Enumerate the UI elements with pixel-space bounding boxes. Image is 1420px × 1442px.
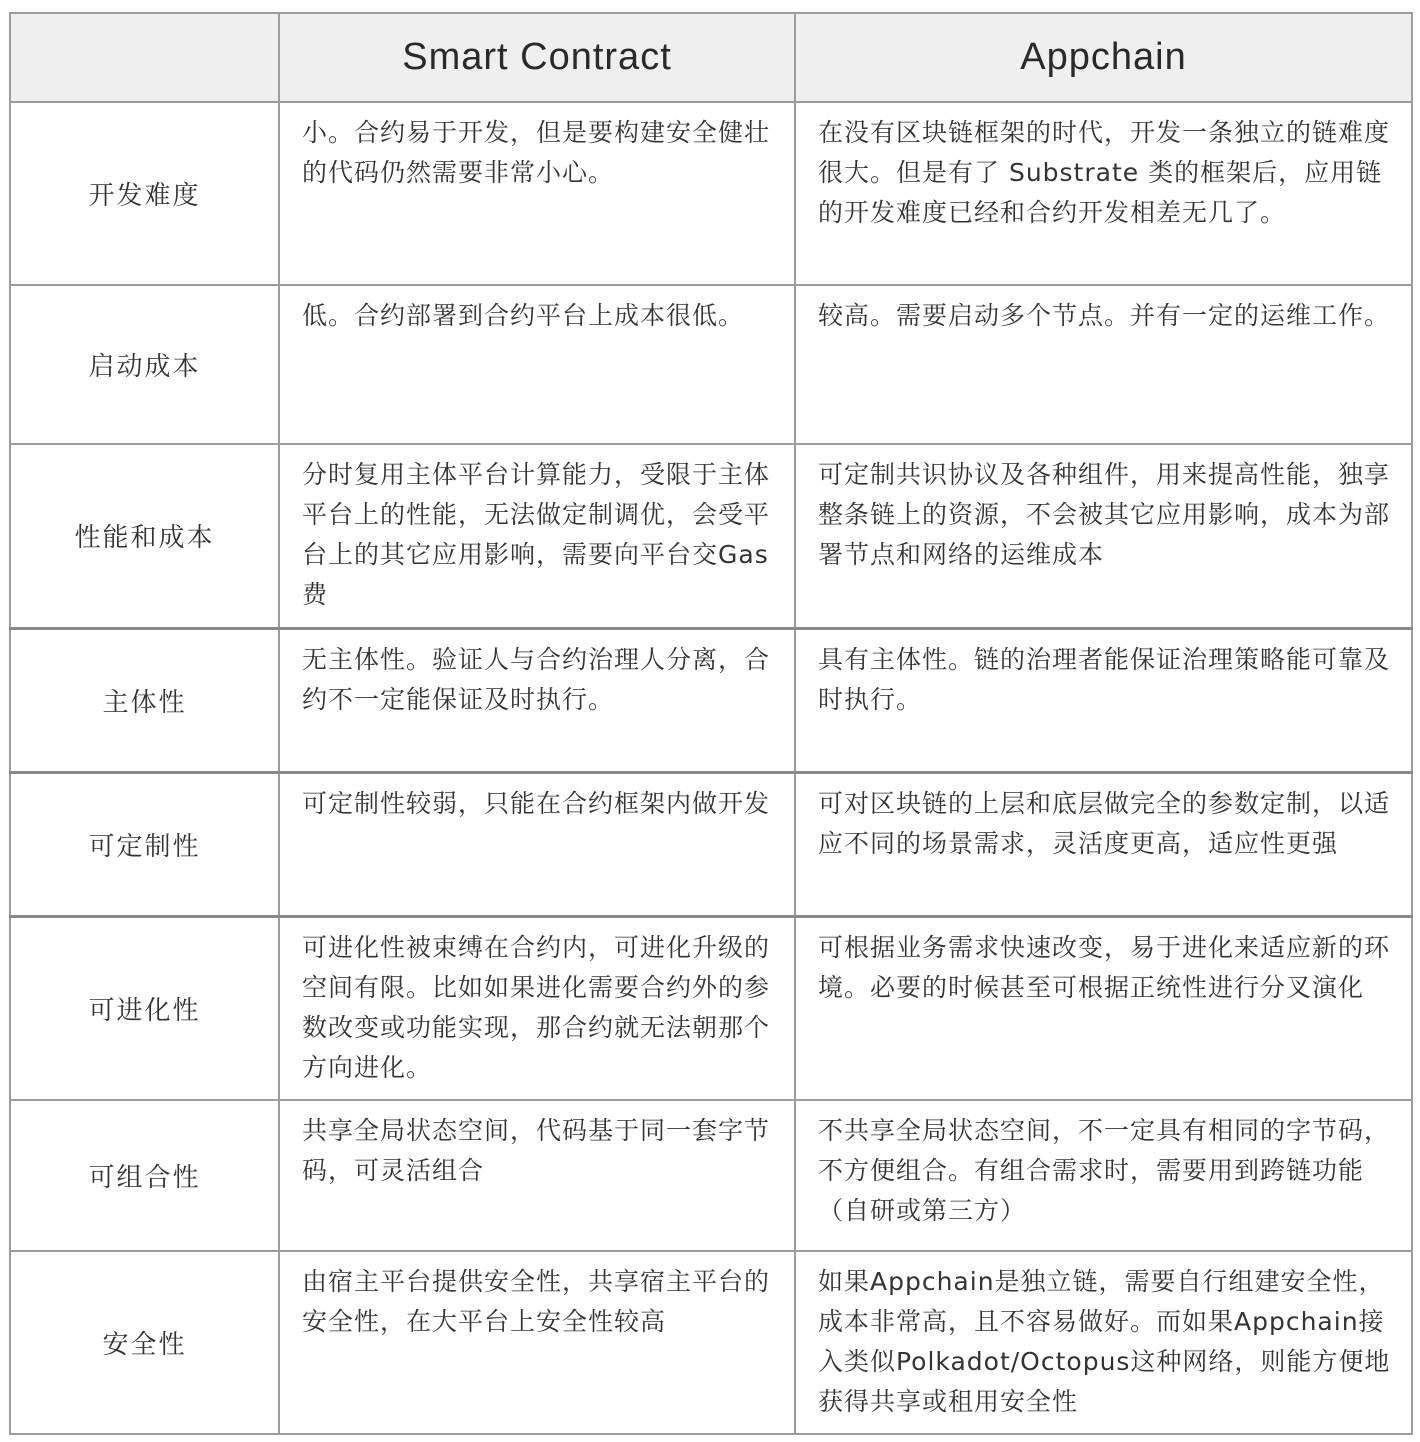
appchain-cell: 如果Appchain是独立链，需要自行组建安全性，成本非常高，且不容易做好。而如果Appchain接入类似Polkadot/Octopus这种网络，则能方便地获得共享或租用安全性 <box>795 1251 1412 1434</box>
table-row <box>10 628 1412 772</box>
row-label: 性能和成本 <box>10 444 279 628</box>
appchain-cell: 不共享全局状态空间，不一定具有相同的字节码，不方便组合。有组合需求时，需要用到跨链功能（自研或第三方） <box>795 1100 1412 1251</box>
table-row <box>10 916 1412 1100</box>
header-appchain: Appchain <box>795 13 1412 102</box>
table-row <box>10 772 1412 916</box>
header-corner-cell <box>10 13 279 102</box>
smart-contract-cell: 小。合约易于开发，但是要构建安全健壮的代码仍然需要非常小心。 <box>279 102 795 285</box>
row-label: 开发难度 <box>10 102 279 285</box>
smart-contract-cell: 由宿主平台提供安全性，共享宿主平台的安全性，在大平台上安全性较高 <box>279 1251 795 1434</box>
row-label: 可定制性 <box>10 772 279 916</box>
comparison-table <box>9 12 1413 1435</box>
table-row <box>10 444 1412 628</box>
smart-contract-cell: 可定制性较弱，只能在合约框架内做开发 <box>279 772 795 916</box>
table-row <box>10 285 1412 444</box>
appchain-cell: 可对区块链的上层和底层做完全的参数定制，以适应不同的场景需求，灵活度更高，适应性更强 <box>795 772 1412 916</box>
header-row <box>10 13 1412 102</box>
table-row <box>10 1251 1412 1434</box>
smart-contract-cell: 低。合约部署到合约平台上成本很低。 <box>279 285 795 444</box>
appchain-cell: 可根据业务需求快速改变，易于进化来适应新的环境。必要的时候甚至可根据正统性进行分叉演化 <box>795 916 1412 1100</box>
row-label: 可组合性 <box>10 1100 279 1251</box>
row-label: 主体性 <box>10 628 279 772</box>
smart-contract-cell: 无主体性。验证人与合约治理人分离，合约不一定能保证及时执行。 <box>279 628 795 772</box>
smart-contract-cell: 可进化性被束缚在合约内，可进化升级的空间有限。比如如果进化需要合约外的参数改变或功能实现，那合约就无法朝那个方向进化。 <box>279 916 795 1100</box>
row-label: 可进化性 <box>10 916 279 1100</box>
appchain-cell: 可定制共识协议及各种组件，用来提高性能，独享整条链上的资源，不会被其它应用影响，成本为部署节点和网络的运维成本 <box>795 444 1412 628</box>
table-row <box>10 102 1412 285</box>
appchain-cell: 具有主体性。链的治理者能保证治理策略能可靠及时执行。 <box>795 628 1412 772</box>
smart-contract-cell: 分时复用主体平台计算能力，受限于主体平台上的性能，无法做定制调优，会受平台上的其它应用影响，需要向平台交Gas费 <box>279 444 795 628</box>
header-smart-contract: Smart Contract <box>279 13 795 102</box>
appchain-cell: 在没有区块链框架的时代，开发一条独立的链难度很大。但是有了 Substrate 类的框架后，应用链的开发难度已经和合约开发相差无几了。 <box>795 102 1412 285</box>
appchain-cell: 较高。需要启动多个节点。并有一定的运维工作。 <box>795 285 1412 444</box>
row-label: 启动成本 <box>10 285 279 444</box>
table-row <box>10 1100 1412 1251</box>
smart-contract-cell: 共享全局状态空间，代码基于同一套字节码，可灵活组合 <box>279 1100 795 1251</box>
comparison-table-frame <box>9 12 1411 1435</box>
row-label: 安全性 <box>10 1251 279 1434</box>
